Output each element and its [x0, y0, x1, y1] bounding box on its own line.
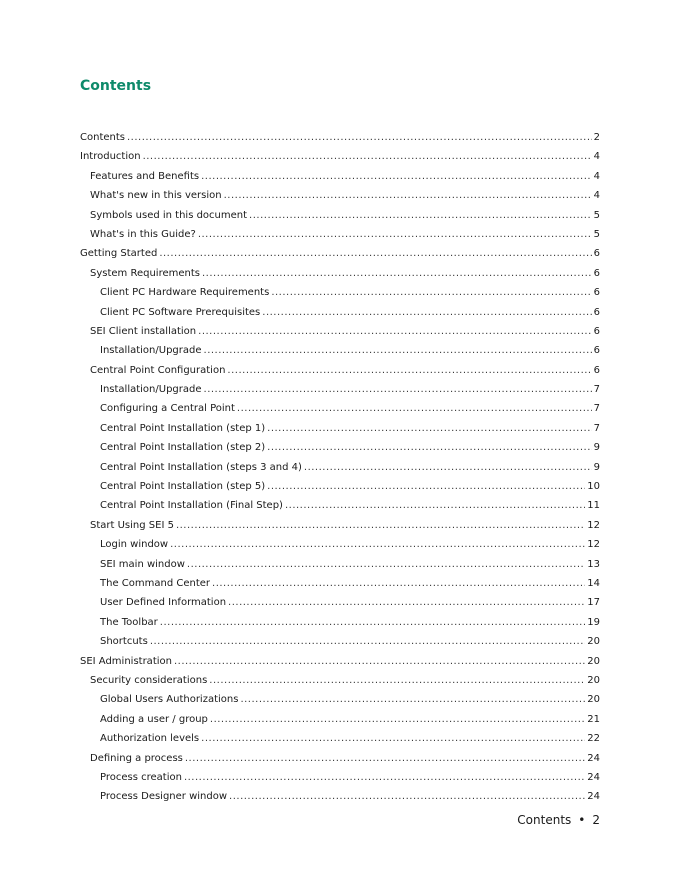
toc-entry-label: Defining a process	[90, 752, 183, 764]
toc-entry-page: 6	[593, 287, 600, 299]
toc-entry-page: 7	[593, 384, 600, 396]
toc-leader-dots	[143, 147, 592, 166]
table-of-contents	[80, 128, 600, 807]
toc-entry-page: 4	[593, 170, 600, 182]
toc-entry-page: 20	[587, 636, 600, 648]
toc-leader-dots	[249, 206, 592, 225]
toc-leader-dots	[176, 516, 585, 535]
toc-entry[interactable]	[80, 671, 600, 690]
toc-entry[interactable]	[80, 555, 600, 574]
toc-entry[interactable]	[80, 244, 600, 263]
toc-entry[interactable]	[80, 128, 600, 147]
toc-entry[interactable]	[80, 516, 600, 535]
toc-entry-label: Contents	[80, 132, 125, 143]
toc-entry-label: The Toolbar	[100, 616, 158, 628]
toc-entry[interactable]	[80, 477, 600, 496]
toc-entry[interactable]	[80, 632, 600, 651]
toc-leader-dots	[198, 322, 591, 341]
toc-entry-page: 6	[593, 267, 600, 279]
toc-entry-page: 20	[587, 694, 600, 706]
toc-leader-dots	[267, 477, 585, 496]
toc-entry[interactable]	[80, 419, 600, 438]
toc-entry-label: Login window	[100, 539, 169, 551]
toc-entry[interactable]	[80, 729, 600, 748]
toc-leader-dots	[150, 632, 585, 651]
toc-entry-label: Central Point Installation (Final Step)	[100, 500, 283, 512]
toc-entry-label: Installation/Upgrade	[100, 384, 202, 396]
toc-entry[interactable]	[80, 186, 600, 205]
toc-entry[interactable]	[80, 264, 600, 283]
toc-entry[interactable]	[80, 768, 600, 787]
toc-leader-dots	[262, 303, 591, 322]
toc-entry-label: SEI Administration	[80, 655, 172, 667]
toc-entry-label: Client PC Software Prerequisites	[100, 306, 261, 318]
toc-entry-page: 20	[587, 655, 600, 667]
toc-entry-page: 2	[593, 132, 600, 143]
toc-entry-page: 9	[593, 442, 600, 454]
toc-entry[interactable]	[80, 206, 600, 225]
toc-entry[interactable]	[80, 535, 600, 554]
toc-entry-label: Client PC Hardware Requirements	[100, 287, 270, 299]
toc-entry-page: 14	[587, 577, 600, 589]
toc-entry-label: User Defined Information	[100, 597, 227, 609]
toc-leader-dots	[237, 399, 592, 418]
toc-entry[interactable]	[80, 380, 600, 399]
toc-entry[interactable]	[80, 322, 600, 341]
toc-leader-dots	[204, 341, 592, 360]
toc-entry-page: 19	[587, 616, 600, 628]
toc-leader-dots	[210, 710, 585, 729]
toc-leader-dots	[187, 555, 585, 574]
toc-leader-dots	[170, 535, 585, 554]
toc-leader-dots	[202, 264, 592, 283]
toc-leader-dots	[240, 690, 585, 709]
footer-page-number: 2	[592, 813, 600, 827]
toc-entry-page: 6	[593, 325, 600, 337]
toc-entry-page: 21	[587, 713, 600, 725]
toc-entry[interactable]	[80, 147, 600, 166]
toc-leader-dots	[267, 438, 591, 457]
toc-entry-page: 17	[587, 597, 600, 609]
toc-entry-page: 24	[587, 752, 600, 764]
toc-entry-label: Central Point Installation (step 1)	[100, 422, 266, 434]
toc-entry[interactable]	[80, 225, 600, 244]
toc-entry-page: 12	[587, 539, 600, 551]
toc-leader-dots	[229, 787, 585, 806]
toc-leader-dots	[304, 458, 592, 477]
toc-entry-label: Global Users Authorizations	[100, 694, 239, 706]
toc-entry[interactable]	[80, 167, 600, 186]
toc-leader-dots	[160, 613, 585, 632]
toc-leader-dots	[159, 244, 591, 263]
toc-leader-dots	[201, 729, 585, 748]
page-title: Contents	[80, 78, 152, 94]
toc-entry-label: Introduction	[80, 151, 141, 163]
toc-entry-page: 9	[593, 461, 600, 473]
toc-entry-page: 20	[587, 674, 600, 686]
toc-entry-page: 5	[593, 209, 600, 221]
toc-entry-label: SEI main window	[100, 558, 185, 570]
toc-entry-label: Start Using SEI 5	[90, 519, 174, 531]
toc-entry-page: 7	[593, 403, 600, 415]
toc-entry-label: SEI Client installation	[90, 325, 197, 337]
toc-entry-page: 6	[593, 345, 600, 357]
toc-entry-page: 11	[587, 500, 600, 512]
toc-entry[interactable]	[80, 749, 600, 768]
toc-entry[interactable]	[80, 574, 600, 593]
toc-entry-label: Configuring a Central Point	[100, 403, 235, 415]
toc-entry[interactable]	[80, 341, 600, 360]
toc-entry-page: 22	[587, 733, 600, 745]
toc-entry-label: Central Point Installation (steps 3 and 4)	[100, 461, 302, 473]
toc-entry-label: What's in this Guide?	[90, 228, 196, 240]
toc-leader-dots	[127, 128, 592, 147]
toc-leader-dots	[271, 283, 591, 302]
toc-entry[interactable]	[80, 652, 600, 671]
toc-entry-page: 12	[587, 519, 600, 531]
toc-leader-dots	[204, 380, 592, 399]
toc-entry-label: Adding a user / group	[100, 713, 208, 725]
toc-entry[interactable]	[80, 593, 600, 612]
toc-leader-dots	[228, 593, 585, 612]
toc-entry-page: 4	[593, 190, 600, 202]
toc-entry-label: Getting Started	[80, 248, 158, 260]
footer-bullet: •	[578, 813, 586, 827]
toc-entry-page: 7	[593, 422, 600, 434]
toc-leader-dots	[174, 652, 585, 671]
footer-section: Contents	[517, 813, 572, 827]
toc-entry-label: Central Point Configuration	[90, 364, 226, 376]
toc-entry-label: What's new in this version	[90, 190, 222, 202]
toc-leader-dots	[267, 419, 591, 438]
toc-entry[interactable]	[80, 458, 600, 477]
toc-entry[interactable]	[80, 710, 600, 729]
toc-leader-dots	[185, 749, 585, 768]
toc-entry[interactable]	[80, 283, 600, 302]
toc-entry-label: Authorization levels	[100, 733, 200, 745]
toc-entry-page: 10	[587, 481, 600, 493]
toc-entry-page: 4	[593, 151, 600, 163]
toc-entry-label: System Requirements	[90, 267, 200, 279]
toc-entry-label: Security considerations	[90, 674, 208, 686]
toc-leader-dots	[212, 574, 585, 593]
toc-entry-label: Features and Benefits	[90, 170, 200, 182]
toc-entry[interactable]	[80, 613, 600, 632]
toc-entry-page: 6	[593, 306, 600, 318]
toc-entry-page: 6	[593, 248, 600, 260]
toc-entry[interactable]	[80, 361, 600, 380]
toc-entry-label: Installation/Upgrade	[100, 345, 202, 357]
toc-leader-dots	[224, 186, 592, 205]
toc-entry[interactable]	[80, 399, 600, 418]
toc-entry-page: 5	[593, 228, 600, 240]
toc-leader-dots	[209, 671, 585, 690]
toc-entry[interactable]	[80, 303, 600, 322]
toc-entry[interactable]	[80, 438, 600, 457]
toc-leader-dots	[184, 768, 585, 787]
toc-entry[interactable]	[80, 496, 600, 515]
toc-entry-label: Central Point Installation (step 5)	[100, 481, 266, 493]
page-footer	[517, 813, 600, 827]
toc-leader-dots	[201, 167, 592, 186]
toc-entry-label: Shortcuts	[100, 636, 148, 648]
toc-leader-dots	[227, 361, 591, 380]
toc-entry-label: The Command Center	[100, 577, 211, 589]
toc-entry-page: 24	[587, 771, 600, 783]
toc-entry[interactable]	[80, 787, 600, 806]
toc-entry-page: 6	[593, 364, 600, 376]
toc-leader-dots	[198, 225, 592, 244]
toc-entry-page: 24	[587, 791, 600, 803]
toc-leader-dots	[285, 496, 585, 515]
toc-entry[interactable]	[80, 690, 600, 709]
toc-entry-label: Symbols used in this document	[90, 209, 248, 221]
toc-entry-label: Process creation	[100, 771, 182, 783]
toc-entry-page: 13	[587, 558, 600, 570]
toc-entry-label: Central Point Installation (step 2)	[100, 442, 266, 454]
toc-entry-label: Process Designer window	[100, 791, 228, 803]
